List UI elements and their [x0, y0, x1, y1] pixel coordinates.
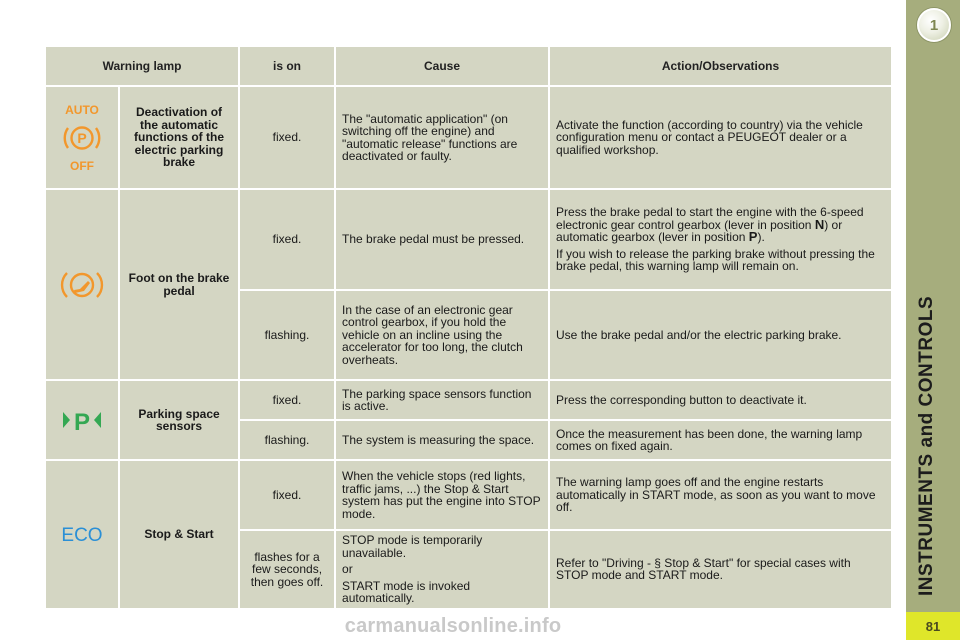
gear-position-n: N: [814, 216, 825, 232]
chapter-number: 1: [929, 16, 939, 34]
lamp-state: flashing.: [239, 420, 335, 460]
lamp-action: Refer to "Driving - § Stop & Start" for special cases with STOP mode and START mode.: [549, 530, 892, 609]
icon-eco-text: ECO: [61, 525, 103, 546]
lamp-action: Press the corresponding button to deactivate it.: [549, 380, 892, 420]
lamp-cause: The parking space sensors function is active.: [335, 380, 549, 420]
eco-stop-start-icon: [57, 523, 107, 545]
lamp-cause-paragraph: or: [342, 562, 353, 576]
lamp-name: Parking space sensors: [119, 380, 239, 460]
header-warning-lamp: Warning lamp: [45, 46, 239, 86]
lamp-action: Activate the function (according to country) via the vehicle configuration menu or contact a PEUGEOT dealer or a qualified workshop.: [549, 86, 892, 189]
lamp-state: fixed.: [239, 460, 335, 530]
lamp-state: fixed.: [239, 86, 335, 189]
lamp-icon-cell: [45, 460, 119, 609]
lamp-cause: When the vehicle stops (red lights, traffic jams, ...) the Stop & Start system has put the engine into STOP mode.: [335, 460, 549, 530]
table-row: [45, 380, 892, 420]
lamp-state: flashing.: [239, 290, 335, 380]
chapter-number-badge: [917, 8, 951, 42]
lamp-cause: The brake pedal must be pressed.: [335, 189, 549, 290]
header-action: Action/Observations: [549, 46, 892, 86]
icon-p-text: P: [73, 409, 91, 434]
lamp-cause: In the case of an electronic gear control gearbox, if you hold the vehicle on an incline using the accelerator for too long, the clutch overheats.: [335, 290, 549, 380]
auto-off-parking-brake-icon: [61, 100, 103, 176]
table-header-row: [45, 46, 892, 86]
parking-sensors-icon: [60, 406, 104, 434]
warning-lamps-table: [44, 45, 893, 610]
lamp-icon-cell: [45, 380, 119, 460]
lamp-name: Deactivation of the automatic functions of the electric parking brake: [119, 86, 239, 189]
lamp-state: flashes for a few seconds, then goes off.: [239, 530, 335, 609]
lamp-action: The warning lamp goes off and the engine restarts automatically in START mode, as soon as you want to move off.: [549, 460, 892, 530]
lamp-name: Foot on the brake pedal: [119, 189, 239, 380]
header-cause: Cause: [335, 46, 549, 86]
lamp-state: fixed.: [239, 380, 335, 420]
lamp-cause: The system is measuring the space.: [335, 420, 549, 460]
lamp-icon-cell: [45, 86, 119, 189]
header-is-on: is on: [239, 46, 335, 86]
table-row: [45, 86, 892, 189]
icon-off-text: OFF: [70, 158, 94, 173]
lamp-cause: The "automatic application" (on switching off the engine) and "automatic release" functions are deactivated or faulty.: [335, 86, 549, 189]
lamp-icon-cell: [45, 189, 119, 380]
gear-position-p: P: [748, 229, 758, 245]
lamp-action-paragraph: If you wish to release the parking brake without pressing the brake pedal, this warning lamp will remain on.: [556, 246, 875, 274]
icon-auto-text: AUTO: [65, 102, 99, 117]
watermark: carmanualsonline.info: [344, 614, 562, 637]
icon-p-text: P: [77, 129, 87, 146]
lamp-name: Stop & Start: [119, 460, 239, 609]
lamp-cause-paragraph: STOP mode is temporarily unavailable.: [342, 533, 483, 560]
lamp-cause: [335, 530, 549, 609]
foot-on-brake-icon: [60, 267, 104, 303]
lamp-action-paragraph: Press the brake pedal to start the engine with the 6-speed electronic gear control gearbox (lever in position N) or automatic gearbox (lever in position P).: [556, 205, 864, 245]
table-row: [45, 460, 892, 530]
lamp-action: Once the measurement has been done, the warning lamp comes on fixed again.: [549, 420, 892, 460]
lamp-action: Use the brake pedal and/or the electric parking brake.: [549, 290, 892, 380]
lamp-state: fixed.: [239, 189, 335, 290]
page-number: 81: [906, 612, 960, 640]
section-title: INSTRUMENTS and CONTROLS: [916, 295, 937, 596]
lamp-action: [549, 189, 892, 290]
table-row: [45, 189, 892, 290]
lamp-cause-paragraph: START mode is invoked automatically.: [342, 578, 471, 605]
